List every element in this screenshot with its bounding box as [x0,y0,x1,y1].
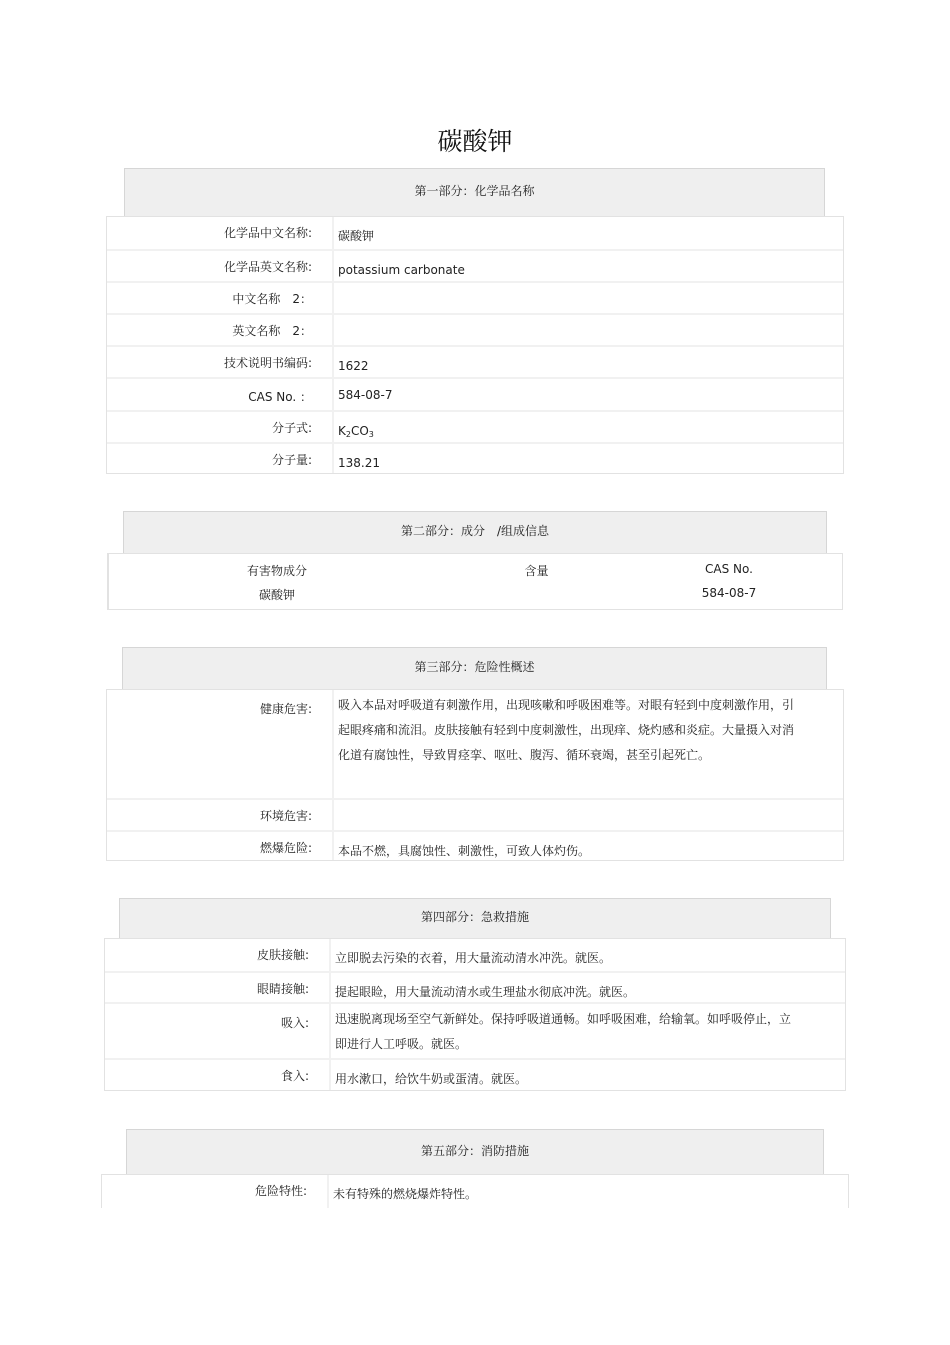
table-row [105,971,845,1002]
field-value: 吸入本品对呼吸道有刺激作用，出现咳嗽和呼吸困难等。对眼有轻到中度刺激作用，引起眼疼痛和流泪。皮肤接触有轻到中度刺激性，出现痒、烧灼感和炎症。大量摄入对消化道有腐蚀性，导致胃痉挛、呕吐、腹泻、循环衰竭，甚至引起死亡。 [338,698,795,762]
table-row [107,442,843,473]
hazard-table [106,689,844,861]
table-cell: 碳酸钾 [258,588,295,602]
table-row [105,1002,845,1058]
table-row [107,830,843,860]
table-row [107,410,843,442]
field-value [338,283,843,313]
section-header: 第三部分：危险性概述 [122,647,827,689]
field-value: 提起眼睑，用大量流动清水或生理盐水彻底冲洗。就医。 [335,985,636,999]
field-value: 未有特殊的燃烧爆炸特性。 [333,1187,478,1201]
field-label: 危险特性: [102,1175,329,1208]
field-label: 化学品英文名称: [107,251,334,281]
table-row [105,939,845,971]
table-row [107,377,843,410]
field-label: 技术说明书编码: [107,347,334,377]
field-value: potassium carbonate [338,263,465,277]
table-row [102,1175,848,1208]
composition-table [107,553,843,610]
table-row [107,798,843,830]
field-value: 迅速脱离现场至空气新鲜处。保持呼吸道通畅。如呼吸困难，给输氧。如呼吸停止，立即进行人工呼吸。就医。 [335,1012,792,1051]
section-header: 第一部分：化学品名称 [124,168,825,216]
firefighting-table [101,1174,849,1208]
field-value [338,800,843,830]
field-label: 眼睛接触: [105,973,331,1002]
field-label: CAS No. ： [107,379,334,410]
field-value: 立即脱去污染的衣着，用大量流动清水冲洗。就医。 [335,951,612,965]
field-label: 食入: [105,1060,331,1090]
field-label: 环境危害: [107,800,334,830]
column-header: 含量 [524,564,549,578]
first-aid-table [104,938,846,1091]
table-row [105,1058,845,1090]
column-header: CAS No. [705,562,753,576]
table-row [107,281,843,313]
table-row [107,345,843,377]
table-row [107,249,843,281]
field-label: 分子式: [107,412,334,442]
field-value: 用水漱口，给饮牛奶或蛋清。就医。 [335,1072,528,1086]
table-row [107,217,843,249]
section-header: 第四部分：急救措施 [119,898,831,938]
section-header: 第五部分：消防措施 [126,1129,824,1174]
field-label: 化学品中文名称: [107,217,334,249]
field-label: 燃爆危险: [107,832,334,860]
document-title: 碳酸钾 [437,127,513,156]
field-label: 健康危害: [107,690,334,798]
field-value: 1622 [338,359,369,373]
table-cell: 584-08-7 [701,586,757,600]
field-label: 中文名称 2： [107,283,334,313]
field-label: 皮肤接触: [105,939,331,971]
table-row [107,313,843,345]
field-value: 138.21 [338,456,380,470]
table-row [107,690,843,798]
field-value: 本品不燃，具腐蚀性、刺激性，可致人体灼伤。 [338,844,591,858]
field-value [338,315,843,345]
section-header: 第二部分：成分 /组成信息 [123,511,827,553]
field-label: 英文名称 2： [107,315,334,345]
field-value: 584-08-7 [338,388,393,402]
column-header: 有害物成分 [246,564,307,578]
field-label: 吸入: [105,1004,331,1058]
molecular-formula: $K_2CO_3$ [338,424,374,439]
chemical-name-table [106,216,844,474]
field-label: 分子量: [107,444,334,473]
field-value: 碳酸钾 [338,229,375,243]
